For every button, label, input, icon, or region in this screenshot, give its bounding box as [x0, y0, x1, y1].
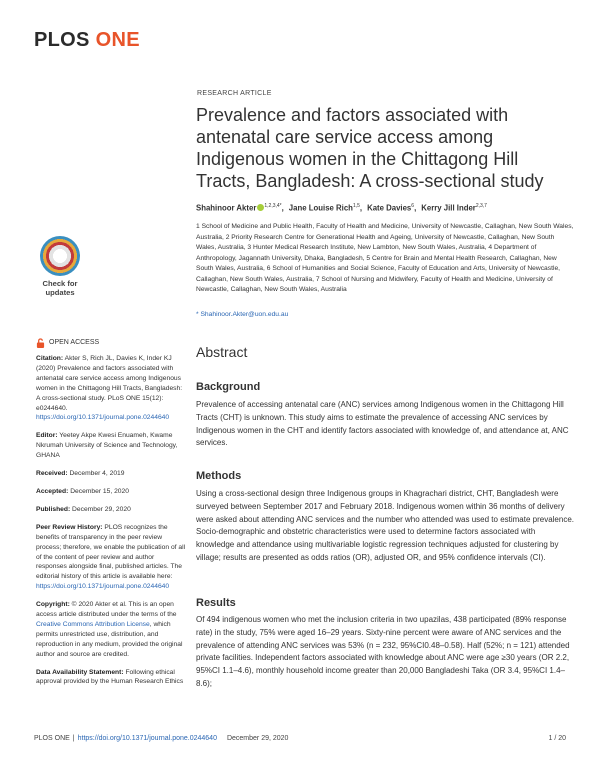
- abstract-heading: Abstract: [196, 344, 248, 360]
- editor-label: Editor:: [36, 432, 58, 440]
- author[interactable]: Jane Louise Rich$^{1,5}$,: [288, 203, 363, 213]
- copyright-text-end: , which permits unrestricted use, distribution, and reproduction in any medium, provided the original author and source are credited.: [36, 620, 183, 658]
- author-list: [196, 203, 576, 213]
- copyright-block: [36, 600, 186, 659]
- received-label: Received:: [36, 470, 68, 478]
- author-name: Kerry Jill Inder: [421, 203, 476, 213]
- background-heading: Background: [196, 381, 261, 393]
- received-block: [36, 469, 186, 479]
- peer-review-block: [36, 523, 186, 592]
- license-link[interactable]: Creative Commons Attribution License: [36, 620, 150, 628]
- footer-separator: |: [72, 735, 75, 742]
- author-name: Kate Davies: [367, 203, 412, 213]
- data-availability-label: Data Availability Statement:: [36, 668, 124, 676]
- affiliations: 1 School of Medicine and Public Health, Faculty of Health and Medicine, University of Newcastle, Callaghan, New South Wales, Australia, 2 Priority Research Centre for Generational Health and Ageing, University of Newcastle, Callaghan, New South Wales, Australia, 3 Hunter Medical Research Institute, New Lambton, New South Wales, Australia, 4 Department of Anthropology, Jagannath University, Dhaka, Bangladesh, 5 Centre for Brain and Mental Health Research, Callaghan, New South Wales, Australia, 6 School of Humanities and Social Science, Faculty of Education and Arts, University of Newcastle, Callaghan, New South Wales, Australia, 7 School of Nursing and Midwifery, Faculty of Health and Medicine, University of Newcastle, Callaghan, New South Wales, Australia: [196, 223, 574, 293]
- published-block: [36, 505, 186, 515]
- article-sidebar: [36, 338, 186, 695]
- check-for-updates-label: Check for updates: [42, 279, 78, 297]
- article-type-label: RESEARCH ARTICLE: [197, 90, 272, 97]
- author-name: Shahinoor Akter: [196, 203, 257, 213]
- open-lock-icon: [36, 338, 45, 348]
- footer-date: December 29, 2020: [226, 735, 289, 742]
- editor-block: [36, 431, 186, 461]
- check-for-updates-badge[interactable]: [36, 236, 84, 297]
- logo-one: ONE: [95, 29, 140, 51]
- citation-doi-link[interactable]: https://doi.org/10.1371/journal.pone.0244640: [36, 414, 170, 422]
- accepted-label: Accepted:: [36, 487, 69, 495]
- author-name: Jane Louise Rich: [288, 203, 353, 213]
- article-title: Prevalence and factors associated with antenatal care service access among Indigenous women in the Chittagong Hill Tracts, Bangladesh: A cross-sectional study: [196, 105, 544, 191]
- received-date: December 4, 2019: [69, 470, 125, 478]
- published-date: December 29, 2020: [72, 505, 131, 513]
- citation-label: Citation:: [36, 355, 64, 362]
- results-heading: Results: [196, 597, 236, 609]
- background-text: Prevalence of accessing antenatal care (ANC) services among Indigenous women in the Chittagong Hill Tracts (CHT) is unknown. This study aims to estimate the prevalence of accessing ANC services by Indigenous women in the CHT and identify factors associated with knowledge of, and attendance at, ANC services.: [196, 400, 569, 448]
- author[interactable]: Shahinoor Akter $^{1,2,3,4*}$,: [196, 203, 284, 213]
- methods-text: Using a cross-sectional design three Indigenous groups in Khagrachari district, CHT, Bangladesh were surveyed between September 2017 and February 2018. Indigenous women within 36 months of delivery were asked about attending ANC services and the number who attended was used to estimate prevalence. Socio-demographic and obstetric characteristics were used to determine factors associated with knowledge and attendance using multivariable logistic regression techniques adjusted for clustering by village; results are presented as odds ratios (OR), adjusted OR, and 95% confidence intervals (CI).: [196, 489, 575, 562]
- data-availability-text: Following ethical approval provided by the Human Research Ethics: [36, 668, 184, 686]
- journal-logo[interactable]: [34, 29, 140, 52]
- logo-plos: PLOS: [34, 29, 90, 51]
- accepted-date: December 15, 2020: [70, 487, 129, 495]
- email-link[interactable]: * Shahinoor.Akter@uon.edu.au: [196, 311, 289, 318]
- peer-review-link[interactable]: https://doi.org/10.1371/journal.pone.0244640: [36, 583, 170, 591]
- methods-heading: Methods: [196, 470, 242, 482]
- open-access-label: [36, 338, 186, 348]
- editor-text: Yeetey Akpe Kwesi Enuameh, Kwame Nkrumah University of Science and Technology, GHANA: [36, 432, 178, 460]
- copyright-label: Copyright:: [36, 601, 70, 609]
- data-availability-block: [36, 668, 186, 688]
- corresponding-email[interactable]: [196, 311, 288, 318]
- check-for-updates-icon: [40, 236, 80, 276]
- peer-review-text: PLOS recognizes the benefits of transparency in the peer review process; therefore, we enable the publication of all of the content of peer review and author responses alongside final, published articles. The editorial history of this article is available here:: [36, 523, 186, 581]
- page-number: 1 / 20: [548, 735, 566, 742]
- published-label: Published:: [36, 505, 71, 513]
- author-affiliation-marks: 1,2,3,4*: [264, 203, 282, 209]
- peer-review-label: Peer Review History:: [36, 523, 103, 531]
- results-text: Of 494 indigenous women who met the inclusion criteria in two upazilas, 438 participated (89% response rate) in the study, 75% were aged 16–29 years. Sixty-nine percent were aware of ANC services and the prevalence of attending ANC services was 53% (n = 232, 95%CI0.48–0.58). Half (52%; n = 121) attended private facilities. Independent factors associated with knowledge about ANC were age ≥30 years (OR 2.2, 95%CI 1.1–4.6), monthly household income greater than 20,000 Bangladeshi Taka (OR 3.4, 95%CI 1.4–8.6);: [196, 615, 570, 688]
- author-affiliation-marks: 2,3,7: [475, 203, 487, 209]
- footer-journal: PLOS ONE: [34, 735, 70, 742]
- author[interactable]: [421, 203, 487, 213]
- author[interactable]: Kate Davies$^6$,: [367, 203, 417, 213]
- author-affiliation-marks: 1,5: [352, 203, 360, 209]
- citation-text: Akter S, Rich JL, Davies K, Inder KJ (2020) Prevalence and factors associated with antenatal care service access among Indigenous women in the Chittagong Hill Tracts, Bangladesh: A cross-sectional study. PLoS ONE 15(12): e0244640.: [36, 355, 183, 412]
- author-affiliation-marks: 6: [411, 203, 415, 209]
- page-footer: [34, 735, 566, 742]
- accepted-block: [36, 487, 186, 497]
- footer-doi-link[interactable]: https://doi.org/10.1371/journal.pone.0244640: [77, 735, 217, 742]
- citation-block: [36, 354, 186, 423]
- open-access-text: OPEN ACCESS: [49, 339, 100, 347]
- copyright-text: © 2020 Akter et al. This is an open access article distributed under the terms of the: [36, 601, 177, 619]
